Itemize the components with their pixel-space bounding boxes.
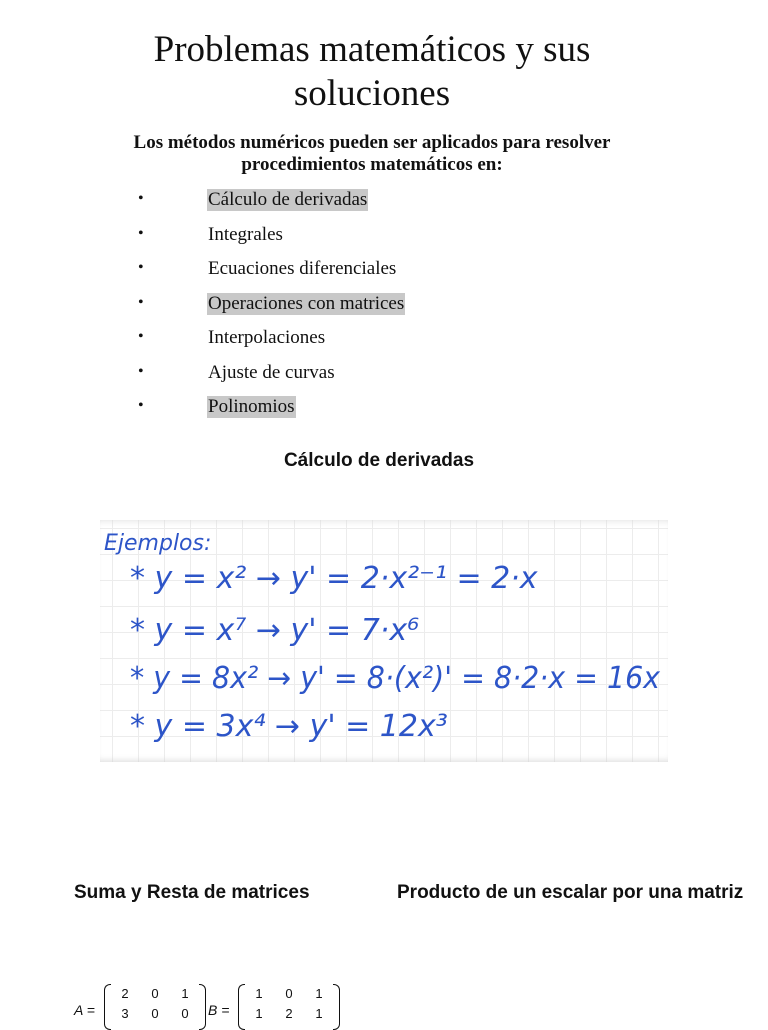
handwriting-svg xyxy=(100,520,668,762)
intro-paragraph: Los métodos numéricos pueden ser aplicados para resolver procedimientos matemáticos en: xyxy=(133,132,611,175)
matrix-cell: 0 xyxy=(285,986,293,1001)
list-item-text: Integrales xyxy=(208,223,283,245)
topics-list xyxy=(0,187,768,429)
section-heading-derivadas: Cálculo de derivadas xyxy=(283,450,475,471)
matrix-cell: 0 xyxy=(151,986,159,1001)
list-item xyxy=(0,187,768,222)
bracket-left-icon xyxy=(104,984,111,1030)
matrix-cell: 3 xyxy=(121,1006,129,1021)
matrix-cell: 1 xyxy=(255,1006,263,1021)
list-item xyxy=(0,256,768,291)
bullet-icon: • xyxy=(138,362,144,380)
bullet-icon: • xyxy=(138,397,144,414)
list-item-text: Ajuste de curvas xyxy=(208,361,335,383)
bracket-left-icon xyxy=(238,984,245,1030)
bracket-right-icon xyxy=(199,984,206,1030)
examples-header: Ejemplos: xyxy=(104,531,212,556)
matrix-cell: 1 xyxy=(315,986,323,1001)
bullet-icon: • xyxy=(138,224,144,242)
list-item-text: Operaciones con matrices xyxy=(208,292,405,314)
bullet-icon: • xyxy=(138,190,144,207)
matrix-cell: 1 xyxy=(181,986,189,1001)
matrix-cell: 2 xyxy=(121,986,129,1001)
list-item xyxy=(0,360,768,395)
list-item xyxy=(0,394,768,429)
section-heading-producto-escalar: Producto de un escalar por una matriz xyxy=(397,882,744,903)
matrix-cell: 1 xyxy=(315,1006,323,1021)
list-item-text: Cálculo de derivadas xyxy=(208,189,368,210)
matrices-example xyxy=(70,980,370,1024)
list-item xyxy=(0,222,768,257)
example-line-2: * y = x⁷ → y' = 7·x⁶ xyxy=(130,613,420,648)
list-item-text: Interpolaciones xyxy=(208,327,326,348)
section-heading-suma-resta: Suma y Resta de matrices xyxy=(74,882,310,903)
matrix-a xyxy=(110,984,200,1024)
bullet-icon: • xyxy=(138,328,144,345)
list-item-text: Ecuaciones diferenciales xyxy=(208,258,397,279)
list-item-text: Polinomios xyxy=(208,396,295,417)
page-title: Problemas matemáticos y sus soluciones xyxy=(153,29,591,114)
matrix-b-label: B = xyxy=(208,1002,230,1018)
example-line-4: * y = 3x⁴ → y' = 12x³ xyxy=(130,709,448,744)
bracket-right-icon xyxy=(333,984,340,1030)
list-item xyxy=(0,291,768,326)
bullet-icon: • xyxy=(138,293,144,311)
example-line-3: * y = 8x² → y' = 8·(x²)' = 8·2·x = 16x xyxy=(130,661,661,696)
matrix-cell: 1 xyxy=(255,986,263,1001)
matrix-cell: 0 xyxy=(181,1006,189,1021)
bullet-icon: • xyxy=(138,259,144,276)
matrix-b xyxy=(244,984,334,1024)
matrix-cell: 2 xyxy=(285,1006,293,1021)
example-line-1: * y = x² → y' = 2·x²⁻¹ = 2·x xyxy=(130,561,538,596)
handwritten-examples-image xyxy=(100,520,668,762)
list-item xyxy=(0,325,768,360)
matrix-a-label: A = xyxy=(74,1002,95,1018)
matrix-cell: 0 xyxy=(151,1006,159,1021)
